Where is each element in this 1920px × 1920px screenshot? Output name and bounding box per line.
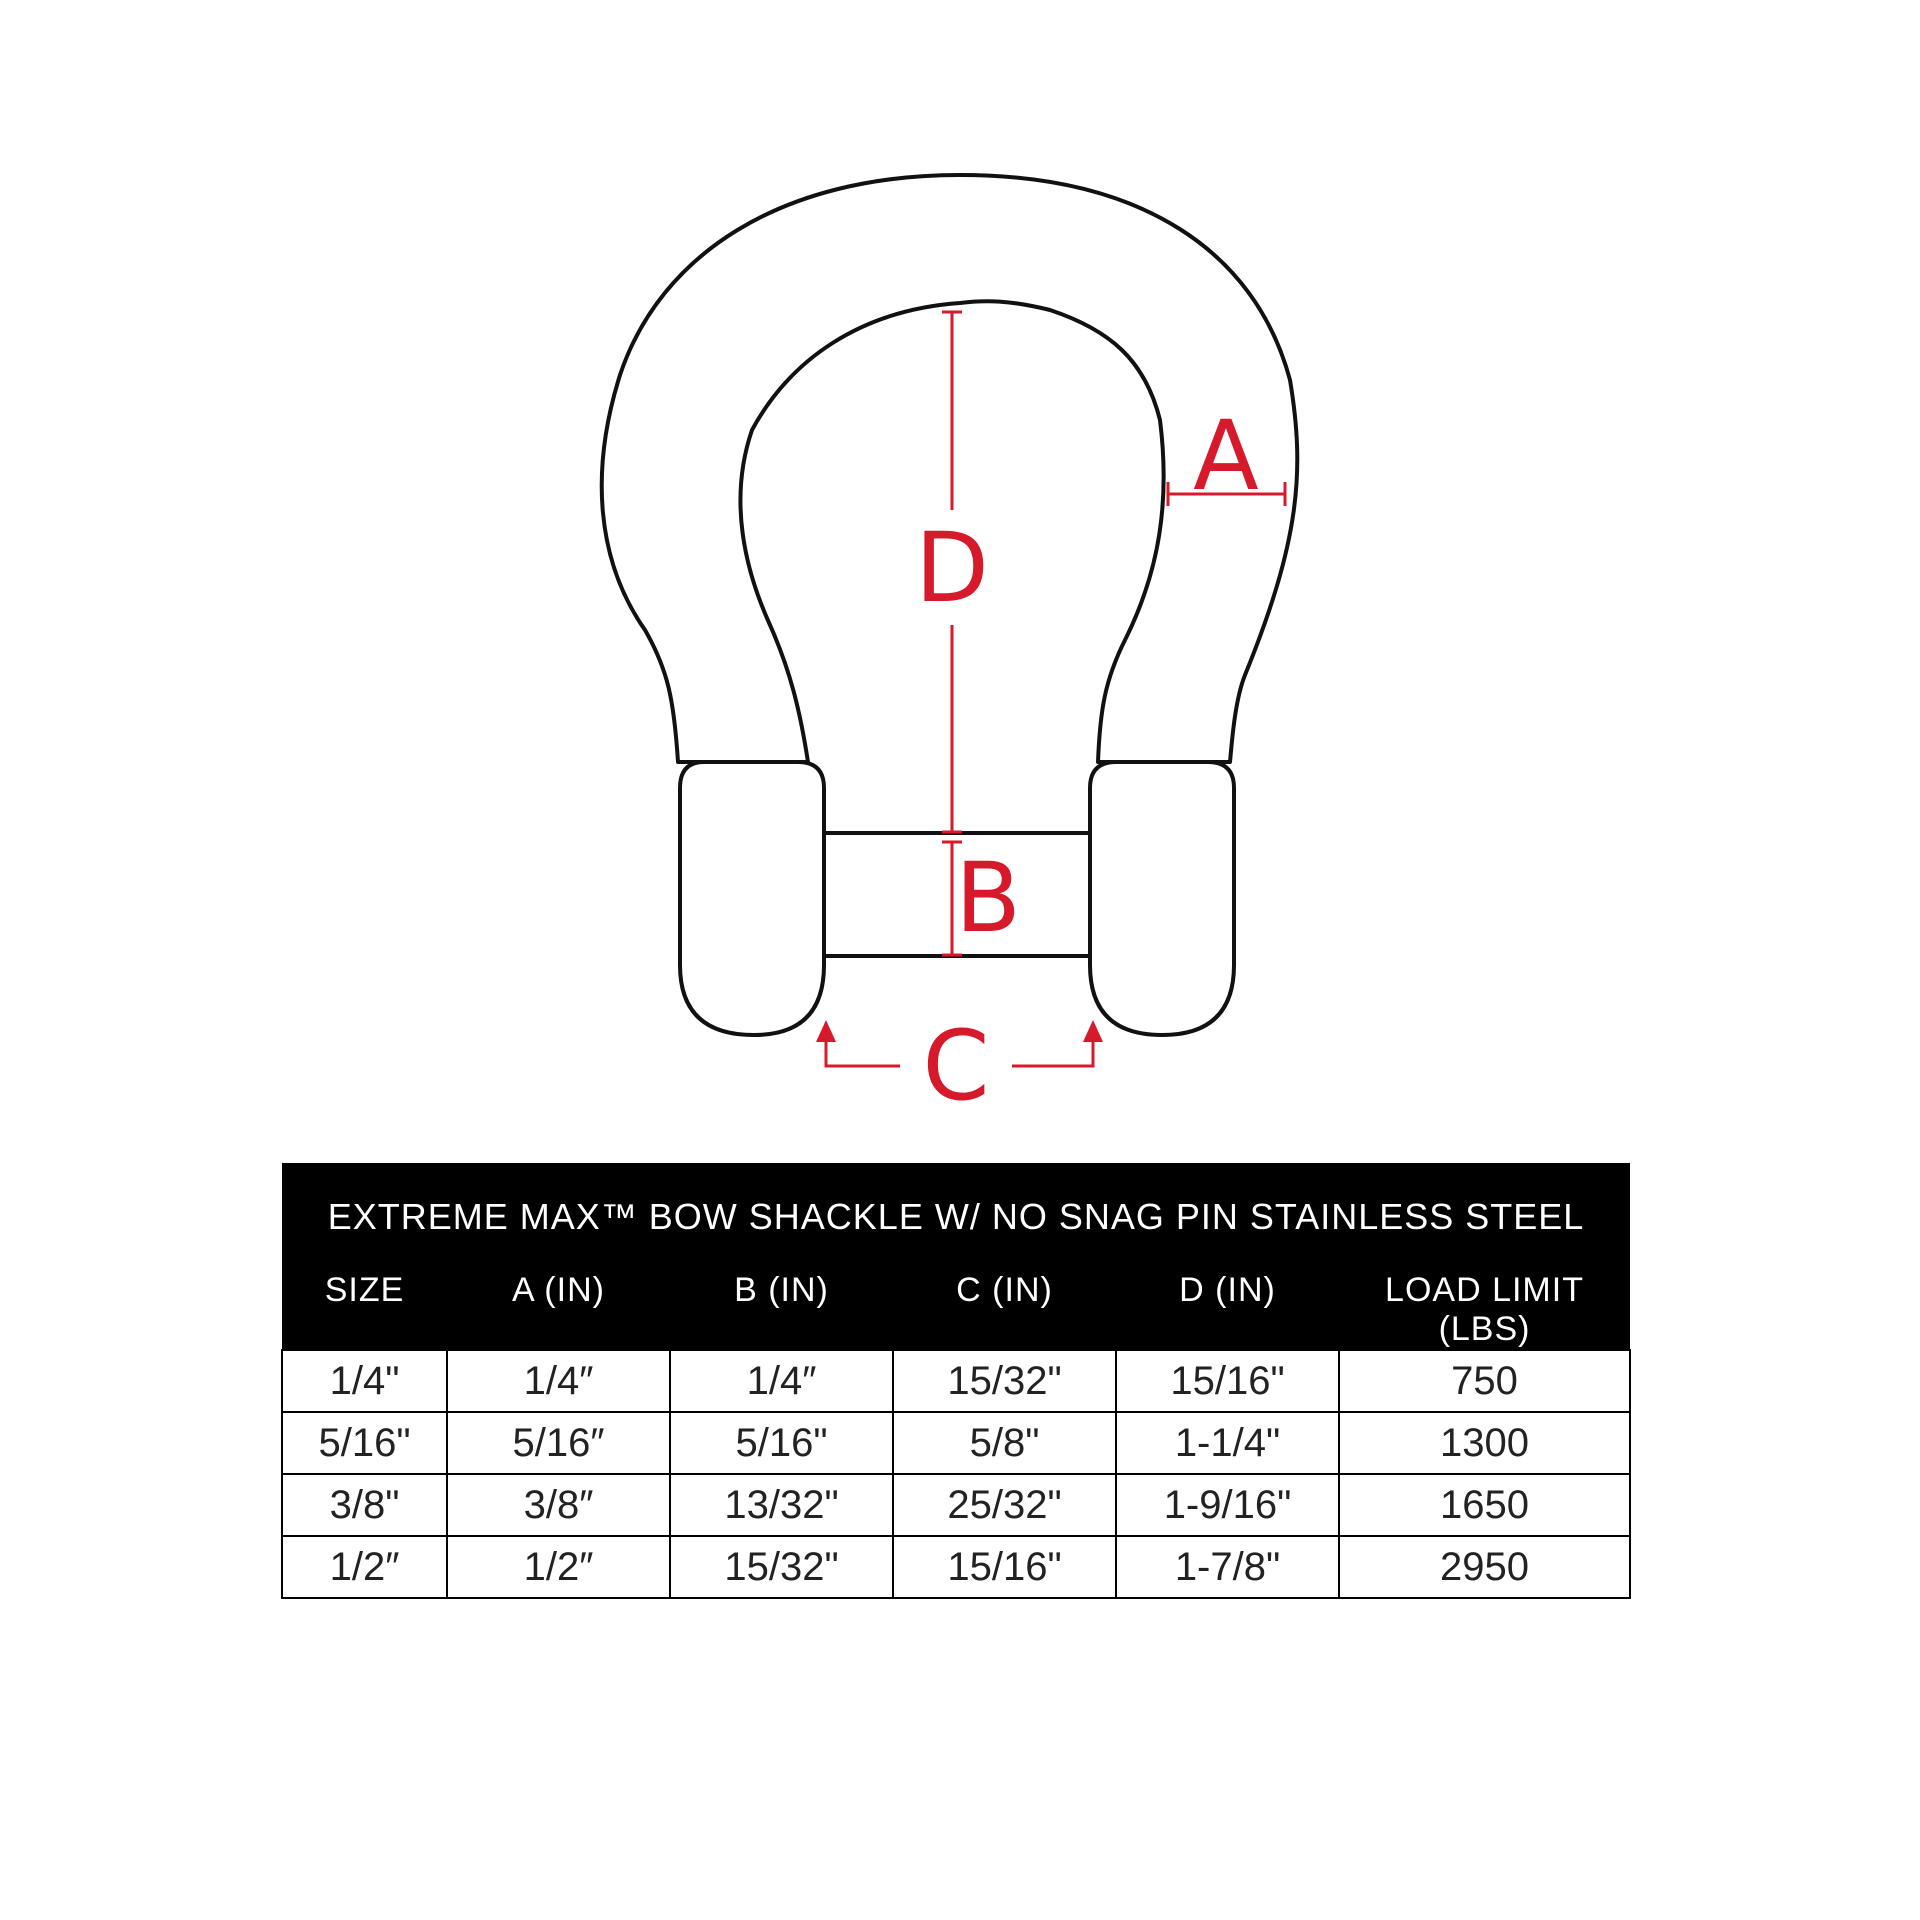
table-row <box>282 1350 1630 1412</box>
table-cell: 2950 <box>1339 1536 1630 1598</box>
table-cell: 1-7/8" <box>1116 1536 1339 1598</box>
dimension-label-d: D <box>915 512 989 624</box>
table-cell: 1-1/4" <box>1116 1412 1339 1474</box>
table-cell: 3/8″ <box>447 1474 670 1536</box>
table-cell: 750 <box>1339 1350 1630 1412</box>
table-cell: 1/2″ <box>447 1536 670 1598</box>
arrowhead-c-right <box>1083 1020 1103 1042</box>
table-title-row <box>282 1163 1630 1271</box>
right-shackle-eye <box>1090 762 1234 1035</box>
dimension-c-left-leader <box>826 1033 900 1066</box>
table-cell: 15/32" <box>670 1536 893 1598</box>
table-row <box>282 1536 1630 1598</box>
table-cell: 5/16″ <box>447 1412 670 1474</box>
column-header-c: C (IN) <box>893 1271 1116 1350</box>
table-cell: 1/4″ <box>670 1350 893 1412</box>
table-cell: 15/16" <box>893 1536 1116 1598</box>
dimension-c-right-leader <box>1012 1033 1093 1066</box>
spec-table <box>281 1163 1631 1599</box>
column-header-a: A (IN) <box>447 1271 670 1350</box>
dimension-label-a: A <box>1193 400 1259 512</box>
table-title: EXTREME MAX™ BOW SHACKLE W/ NO SNAG PIN STAINLESS STEEL <box>282 1163 1630 1271</box>
table-cell: 13/32" <box>670 1474 893 1536</box>
table-cell: 1-9/16" <box>1116 1474 1339 1536</box>
table-cell: 3/8" <box>282 1474 447 1536</box>
column-header-size: SIZE <box>282 1271 447 1350</box>
table-cell: 1/2″ <box>282 1536 447 1598</box>
table-cell: 1300 <box>1339 1412 1630 1474</box>
left-shackle-eye <box>680 762 824 1035</box>
table-cell: 1650 <box>1339 1474 1630 1536</box>
column-header-d: D (IN) <box>1116 1271 1339 1350</box>
table-cell: 25/32" <box>893 1474 1116 1536</box>
arrowhead-c-left <box>816 1020 836 1042</box>
table-cell: 5/16" <box>282 1412 447 1474</box>
table-cell: 15/16" <box>1116 1350 1339 1412</box>
dimension-label-b: B <box>955 842 1021 954</box>
dimension-label-c: C <box>922 1010 990 1122</box>
table-cell: 5/16" <box>670 1412 893 1474</box>
table-header-row <box>282 1271 1630 1350</box>
table-cell: 5/8" <box>893 1412 1116 1474</box>
column-header-b: B (IN) <box>670 1271 893 1350</box>
column-header-load-limit: LOAD LIMIT (LBS) <box>1339 1271 1630 1350</box>
table-cell: 1/4″ <box>447 1350 670 1412</box>
table-cell: 15/32" <box>893 1350 1116 1412</box>
table-cell: 1/4" <box>282 1350 447 1412</box>
table-row <box>282 1474 1630 1536</box>
table-row <box>282 1412 1630 1474</box>
